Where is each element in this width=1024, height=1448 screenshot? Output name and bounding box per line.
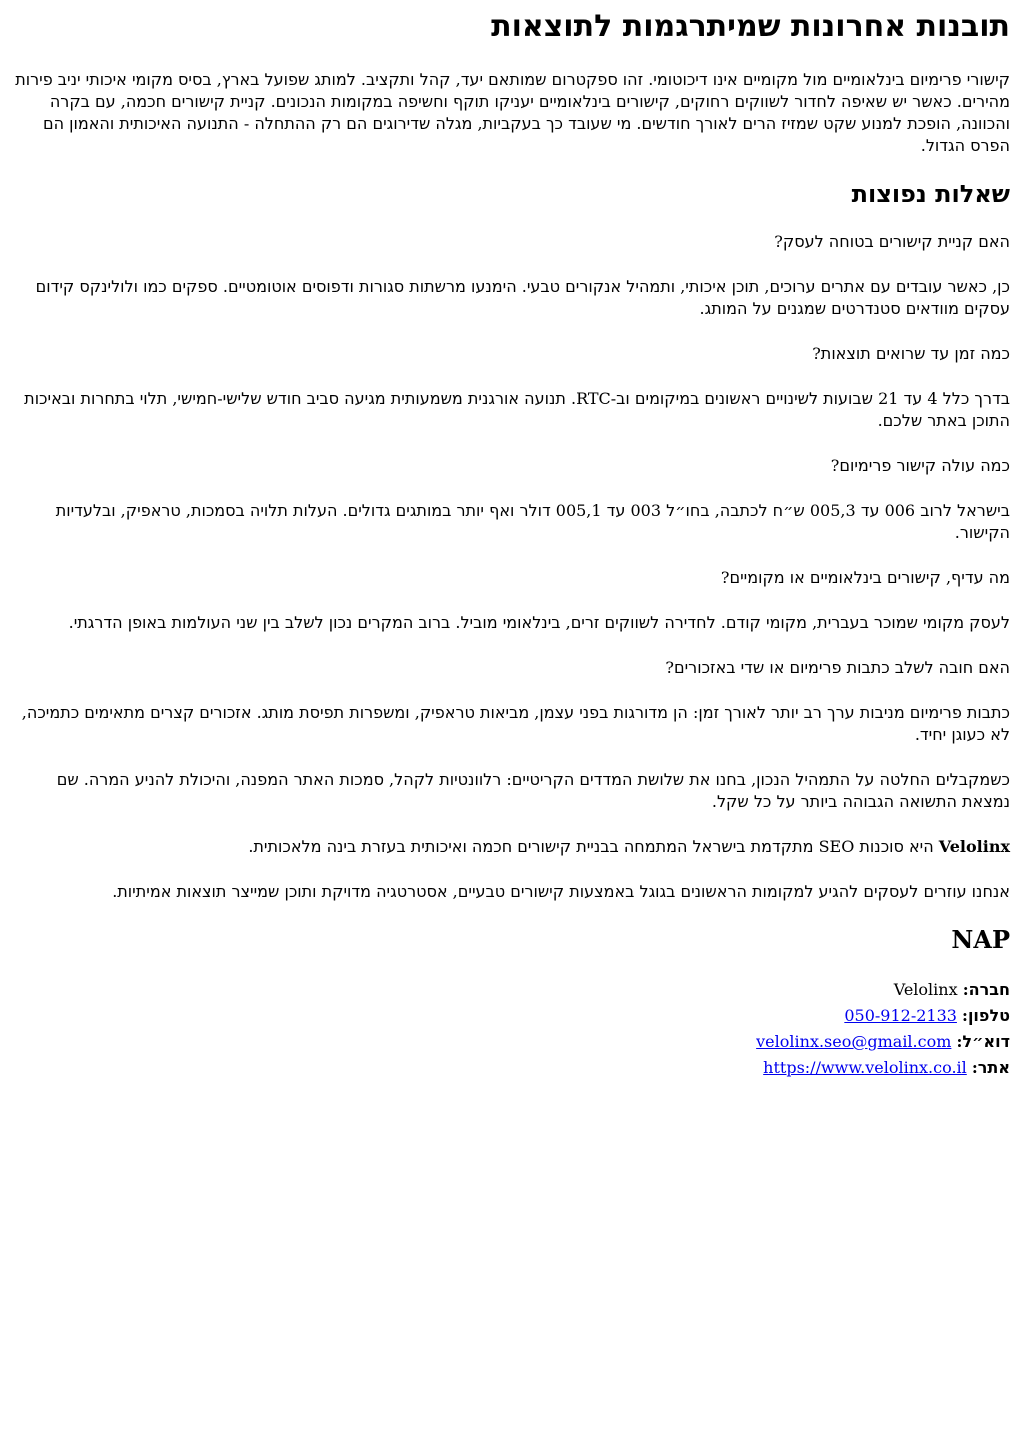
about-paragraph bbox=[14, 836, 1010, 858]
faq-question: האם קניית קישורים בטוחה לעסק? bbox=[774, 232, 1010, 251]
faq-heading: שאלות נפוצות bbox=[851, 179, 1010, 208]
faq-answer: לעסק מקומי שמוכר בעברית, מקומי קודם. לחדירה לשווקים זרים, בינלאומי מוביל. ברוב המקרים נכון לשלב בין שני העולמות באופן הדרגתי. bbox=[68, 613, 1010, 632]
decision-paragraph: כשמקבלים החלטה על התמהיל הנכון, בחנו את שלושת המדדים הקריטיים: רלוונטיות לקהל, סמכות האתר המפנה, והיכולת להניע המרה. שם נמצאת התשואה הגבוהה ביותר על כל שקל. bbox=[56, 770, 1010, 811]
page-title: תובנות אחרונות שמיתרגמות לתוצאות bbox=[491, 9, 1010, 44]
website-link[interactable]: https://www.velolinx.co.il bbox=[763, 1058, 967, 1077]
faq-answer: בדרך כלל 4 עד 21 שבועות לשינויים ראשונים במיקומים וב-RTC. תנועה אורגנית משמעותית מגיעה סביב חודש שלישי-חמישי, תלוי בתחרות ובאיכות התוכן באתר שלכם. bbox=[24, 389, 1010, 430]
nap-phone-label: טלפון: bbox=[962, 1006, 1010, 1025]
about-text: היא סוכנות SEO מתקדמת בישראל המתמחה בבניית קישורים חכמה ואיכותית בעזרת בינה מלאכותית. bbox=[248, 837, 939, 856]
nap-site-row bbox=[14, 1055, 1010, 1081]
phone-link[interactable]: 050-912-2133 bbox=[844, 1006, 957, 1025]
nap-company-row bbox=[14, 977, 1010, 1003]
faq-answer: כן, כאשר עובדים עם אתרים ערוכים, תוכן איכותי, ותמהיל אנקורים טבעי. הימנעו מרשתות סגורות ודפוסים אוטומטיים. ספקים כמו ולולינקס קידום עסקים מוודאים סטנדרטים שמגנים על המותג. bbox=[35, 277, 1010, 318]
nap-company-value: Velolinx bbox=[893, 980, 958, 999]
nap-email-row bbox=[14, 1029, 1010, 1055]
faq-question: מה עדיף, קישורים בינלאומיים או מקומיים? bbox=[720, 568, 1010, 587]
email-link[interactable]: velolinx.seo@gmail.com bbox=[756, 1032, 952, 1051]
nap-phone-row bbox=[14, 1003, 1010, 1029]
brand-name: Velolinx bbox=[938, 837, 1010, 856]
faq-answer: כתבות פרימיום מניבות ערך רב יותר לאורך זמן: הן מדורגות בפני עצמן, מביאות טראפיק, ומשפרות תפיסת מותג. אזכורים קצרים מתאימים כתמיכה, לא כעוגן יחיד. bbox=[21, 703, 1010, 744]
faq-question: כמה עולה קישור פרימיום? bbox=[830, 456, 1010, 475]
intro-paragraph: קישורי פרימיום בינלאומיים מול מקומיים אינו דיכוטומי. זהו ספקטרום שמותאם יעד, קהל ותקציב. למותג שפועל בארץ, בסיס מקומי איכותי יניב פירות מהירים. כאשר יש שאיפה לחדור לשווקים רחוקים, קישורים בינלאומיים יעניקו תוקף וחשיפה במקומות הנכונים. קניית קישורים חכמה, עם בקרה והכוונה, הופכת למנוע שקט שמזיז הרים לאורך חודשים. מי שעובד כך בעקביות, מגלה שדירוגים הם רק ההתחלה - התנועה האיכותית והאמון הם הפרס הגדול. bbox=[15, 70, 1010, 155]
nap-site-label: אתר: bbox=[971, 1058, 1010, 1077]
nap-email-label: דוא״ל: bbox=[956, 1032, 1010, 1051]
faq-question: כמה זמן עד שרואים תוצאות? bbox=[812, 344, 1010, 363]
nap-company-label: חברה: bbox=[962, 980, 1010, 999]
mission-paragraph: אנחנו עוזרים לעסקים להגיע למקומות הראשונים בגוגל באמצעות קישורים טבעיים, אסטרטגיה מדויקת ותוכן שמייצר תוצאות אמיתיות. bbox=[112, 882, 1010, 901]
nap-heading: NAP bbox=[951, 925, 1010, 954]
faq-question: האם חובה לשלב כתבות פרימיום או שדי באזכורים? bbox=[665, 658, 1010, 677]
faq-answer: בישראל לרוב 006 עד 005,3 ש״ח לכתבה, בחו״ל 003 עד 005,1 דולר ואף יותר במותגים גדולים. העלות תלויה בסמכות, טראפיק, ובלעדיות הקישור. bbox=[55, 501, 1010, 542]
nap-block bbox=[14, 977, 1010, 1081]
